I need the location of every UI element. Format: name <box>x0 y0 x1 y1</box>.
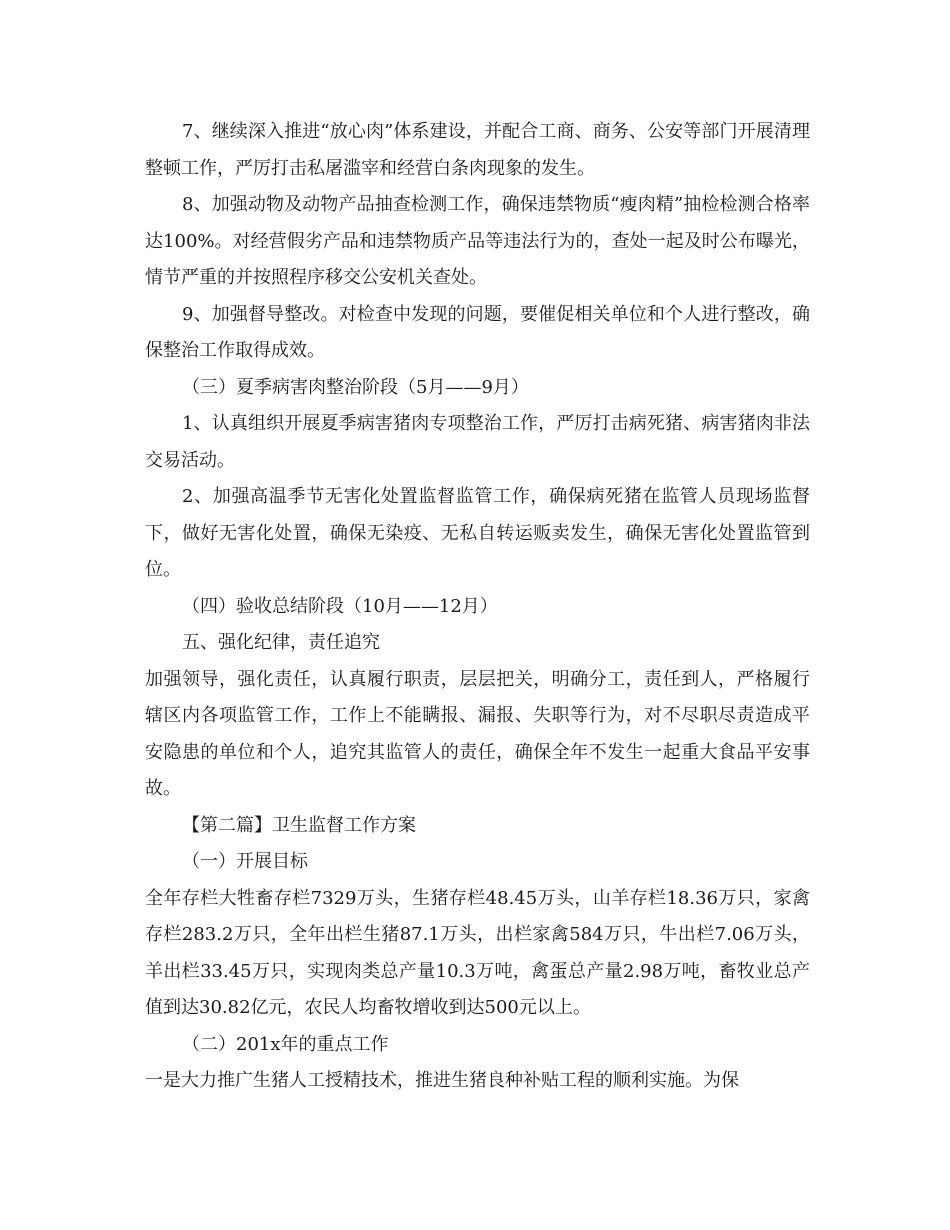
section-heading-targets: （一）开展目标 <box>182 851 308 872</box>
paragraph-discipline: 加强领导，强化责任，认真履行职责，层层把关，明确分工，责任到人，严格履行辖区内各项监管工作，工作上不能瞒报、漏报、失职等行为，对不尽职尽责造成平安隐患的单位和个人，追究其监管人的责任，确保全年不发生一起重大食品平安事故。 <box>145 668 810 799</box>
document-body <box>145 114 810 1100</box>
chapter-title-second: 【第二篇】卫生监督工作方案 <box>182 814 416 836</box>
paragraph-targets: 全年存栏大牲畜存栏7329万头，生猪存栏48.45万头，山羊存栏18.36万只，家禽存栏283.2万只，全年出栏生猪87.1万头，出栏家禽584万只，牛出栏7.06万头，羊出栏33.45万只，实现肉类总产量10.3万吨，禽蛋总产量2.98万吨，畜牧业总产值到达30.82亿元，农民人均畜牧增收到达500元以上。 <box>145 887 810 1018</box>
section-heading-summer: （三）夏季病害肉整治阶段（5月——9月） <box>182 376 529 398</box>
paragraph-item-8: 8、加强动物及动物产品抽查检测工作，确保违禁物质“瘦肉精”抽检检测合格率达100%。对经营假劣产品和违禁物质产品等违法行为的，查处一起及时公布曝光，情节严重的并按照程序移交公安机关查处。 <box>145 194 810 288</box>
section-heading-discipline: 五、强化纪律，责任追究 <box>182 632 380 653</box>
paragraph-item-1: 1、认真组织开展夏季病害猪肉专项整治工作，严厉打击病死猪、病害猪肉非法交易活动。 <box>145 413 810 471</box>
paragraph-item-7: 7、继续深入推进“放心肉”体系建设，并配合工商、商务、公安等部门开展清理整顿工作，严厉打击私屠滥宰和经营白条肉现象的发生。 <box>145 121 810 179</box>
section-heading-acceptance: （四）验收总结阶段（10月——12月） <box>182 595 498 617</box>
paragraph-item-9: 9、加强督导整改。对检查中发现的问题，要催促相关单位和个人进行整改，确保整治工作取得成效。 <box>145 303 810 361</box>
section-heading-key-work: （二）201x年的重点工作 <box>182 1033 389 1055</box>
paragraph-key-work: 一是大力推广生猪人工授精技术，推进生猪良种补贴工程的顺利实施。为保 <box>145 1070 739 1091</box>
paragraph-item-2: 2、加强高温季节无害化处置监督监管工作，确保病死猪在监管人员现场监督下，做好无害化处置，确保无染疫、无私自转运贩卖发生，确保无害化处置监管到位。 <box>145 486 810 580</box>
